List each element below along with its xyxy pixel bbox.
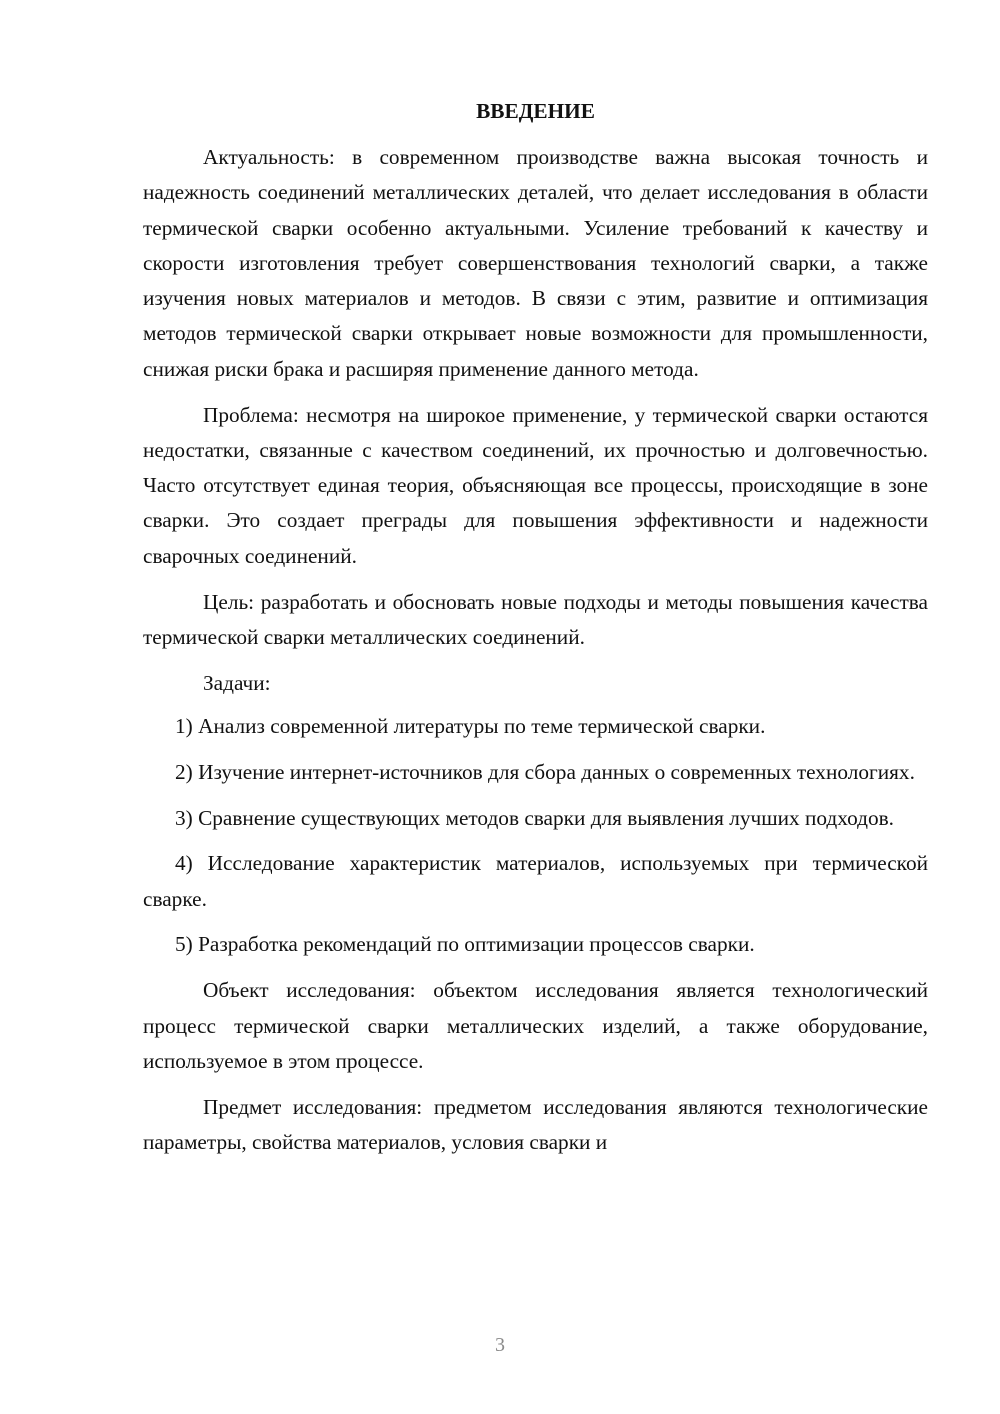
task-item-1: 1) Анализ современной литературы по теме термической сварки.	[175, 713, 766, 738]
page-number: 3	[495, 1334, 505, 1356]
section-heading: ВВЕДЕНИЕ	[476, 99, 595, 123]
problem-paragraph: Проблема: несмотря на широкое применение, у термической сварки остаются недостатки, связанные с качеством соединений, их прочностью и долговечностью. Часто отсутствует единая теория, объясняющая все процессы, происходящие в зоне сварки. Это создает преграды для повышения эффективности и надежности сварочных соединений.	[143, 402, 928, 568]
page-content	[143, 96, 928, 1171]
object-paragraph: Объект исследования: объектом исследования является технологический процесс термической сварки металлических изделий, а также оборудование, используемое в этом процессе.	[143, 978, 928, 1073]
task-item-4: 4) Исследование характеристик материалов, используемых при термической сварке.	[143, 851, 928, 911]
goal-paragraph: Цель: разработать и обосновать новые подходы и методы повышения качества термической сварки металлических соединений.	[143, 589, 928, 649]
subject-paragraph: Предмет исследования: предметом исследования являются технологические параметры, свойства материалов, условия сварки и	[143, 1094, 928, 1154]
task-item-2: 2) Изучение интернет-источников для сбора данных о современных технологиях.	[175, 759, 915, 784]
relevance-paragraph: Актуальность: в современном производстве важна высокая точность и надежность соединений металлических деталей, что делает исследования в области термической сварки особенно актуальными. Усиление требований к качеству и скорости изготовления требует совершенствования технологий сварки, а также изучения новых материалов и методов. В связи с этим, развитие и оптимизация методов термической сварки открывает новые возможности для промышленности, снижая риски брака и расширяя применение данного метода.	[143, 145, 928, 381]
tasks-label: Задачи:	[203, 670, 271, 695]
task-item-5: 5) Разработка рекомендаций по оптимизации процессов сварки.	[175, 932, 755, 957]
task-item-3: 3) Сравнение существующих методов сварки для выявления лучших подходов.	[175, 805, 894, 830]
